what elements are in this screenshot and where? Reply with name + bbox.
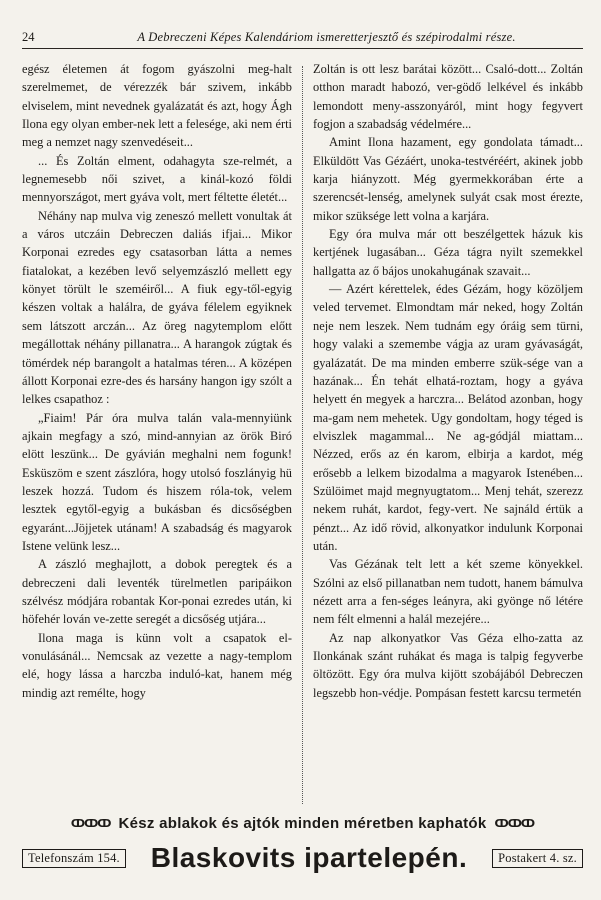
right-column: [313, 60, 583, 804]
paragraph: Egy óra mulva már ott beszélgettek házuk kis kertjének lugasában... Géza tágra nyilt szemekkel hallgatta az ő bájos unokahugának szavait...: [313, 227, 583, 278]
page-number: 24: [22, 30, 35, 44]
header-rule: [22, 48, 583, 49]
paragraph: egész életemen át fogom gyászolni meg-halt szerelmemet, de vérezzék bár szivem, inkább elviselem, mint nevednek gyalázatát és azt, hogy Ágh Ilona egy olyan ember-nek lett a felesége, aki nem érti meg a nemzet nagy szenvedéseit...: [22, 62, 292, 150]
ornament-right-icon: ↀↀↀ: [494, 817, 535, 830]
advert-footer-row: [22, 838, 583, 878]
advert-headline: Kész ablakok és ajtók minden méretben kaphatók: [118, 814, 487, 832]
paragraph: „Fiaim! Pár óra mulva talán vala-mennyiünk ajkain megfagy a szó, mind-annyian az örök Biró elött leszünk... De gyávián meghalni nem fogunk! Esküszöm e szent zászlóra, hogy utolsó foszlányig hü leszek hozzá. Tudom és hiszem róla-tok, velem lesztek egytől-egyig a bukásban és dicsőségben egyaránt...Jöjjetek utánam! A szabadság és magyarok Istene velünk lesz...: [22, 410, 292, 553]
article-body: [22, 60, 583, 804]
left-column: [22, 60, 292, 804]
paragraph: Ilona maga is künn volt a csapatok el-vonulásánál... Nemcsak az vezette a nagy-templom elé, hogy lássa a harczba induló-kat, hanem még mindig azt remélte, hogy: [22, 630, 292, 700]
paragraph: Vas Gézának telt lett a két szeme könyekkel. Szólni az első pillanatban nem tudott, hanem bámulva nézett arra a fen-séges leányra, aki gyönge nő létére nem félt elmenni a halál mezejére...: [313, 557, 583, 627]
firm-name: Blaskovits ipartelepén.: [150, 842, 468, 873]
paragraph: Zoltán is ott lesz barátai között... Csaló-dott... Zoltán otthon maradt habozó, ver-gödő lelkével és inkább lemondott meny-asszonyáról, mint hogy fegyvert fogjon a szabadság védelmére...: [313, 62, 583, 132]
running-header: [22, 30, 583, 50]
address-box: Postakert 4. sz.: [492, 849, 583, 868]
paragraph: — Azért kérettelek, édes Gézám, hogy közöljem veled tervemet. Elmondtam már neked, hogy Zoltán neje nem leszek. Nem tudnám egy óráig sem türni, hogy valaki a szemembe vágja az uram gyávaságát, gyalázatát. De ma minden emberre szük-sége van a hazának... Én tehát elhatá-roztam, hogy a gyáva helyett én megyek a harczra... Belátod azonban, hogy ma-gam nem mehetek. Ugy gondoltam, hogy téged is elviszlek magammal... Ne ag-gódjál miattam... Nézzed, erős az én karom, elbirja a kardot, még erősebb a lelkem bizodalma a magyarok Istenében... Szülöimet majd megnyugtatom... Menj tehát, szerezz nekem ruhát, kardot, fegy-vert. Ne sajnáld értük a pénzt... Az idő rövid, alkonyatkor indulunk Korponai után.: [313, 282, 583, 553]
paragraph: Amint Ilona hazament, egy gondolata támadt... Elküldött Vas Gézáért, unoka-testvéréért, akinek jobb karja hiányzott. Még gyermekkorában érte a szerencsét-lenség, amelynek sulyát csak most érezte, mikor szüksége lett volna a karjára.: [313, 135, 583, 223]
paragraph: A zászló meghajlott, a dobok peregtek és a debreczeni dali leventék türelmetlen paripáikon szélvész módjára robantak Kor-ponai ezredes után, ki höfehér lován ve-zette seregét a dicsőség utjára...: [22, 557, 292, 627]
column-divider: [302, 66, 303, 804]
ornament-left-icon: ↀↀↀ: [70, 817, 111, 830]
advert-headline-row: [22, 812, 583, 834]
paragraph: Az nap alkonyatkor Vas Géza elho-zatta az Ilonkának szánt ruhákat és maga is talpig fegyverbe öltözött. Egy óra mulva kijött szobájából Debreczen legszebb hon-védje. Pompásan festett karcsu termetén: [313, 630, 583, 700]
paragraph: ... És Zoltán elment, odahagyta sze-relmét, a legnemesebb női szivet, a kinál-kozó földi mennyországot, mert gyáva volt, mert féltette életét...: [22, 153, 292, 205]
phone-box: Telefonszám 154.: [22, 849, 126, 868]
running-title: A Debreczeni Képes Kalendáriom ismeretterjesztő és szépirodalmi része.: [137, 30, 516, 44]
paragraph: Néhány nap mulva vig zeneszó mellett vonultak át a város utczáin Debreczen daliás ifjai... Mikor Korponai ezredes egy csatasorban látta a nemes fiatalokat, a kezében levő selyemzászló mellett egy könyet törült le szeméiről... A fiuk egy-től-egyig készen voltak a halálra, de gyáva félelem egyiknek sem látszott arczán... Az öreg nagytemplom előtt megállottak néhány pillanatra... A harangok zúgtak és tömérdek nép barangolt a hatalmas téren... A középen állott Korponai ezre-des és harsány hangon igy szólt a lelkes csapathoz :: [22, 208, 292, 407]
